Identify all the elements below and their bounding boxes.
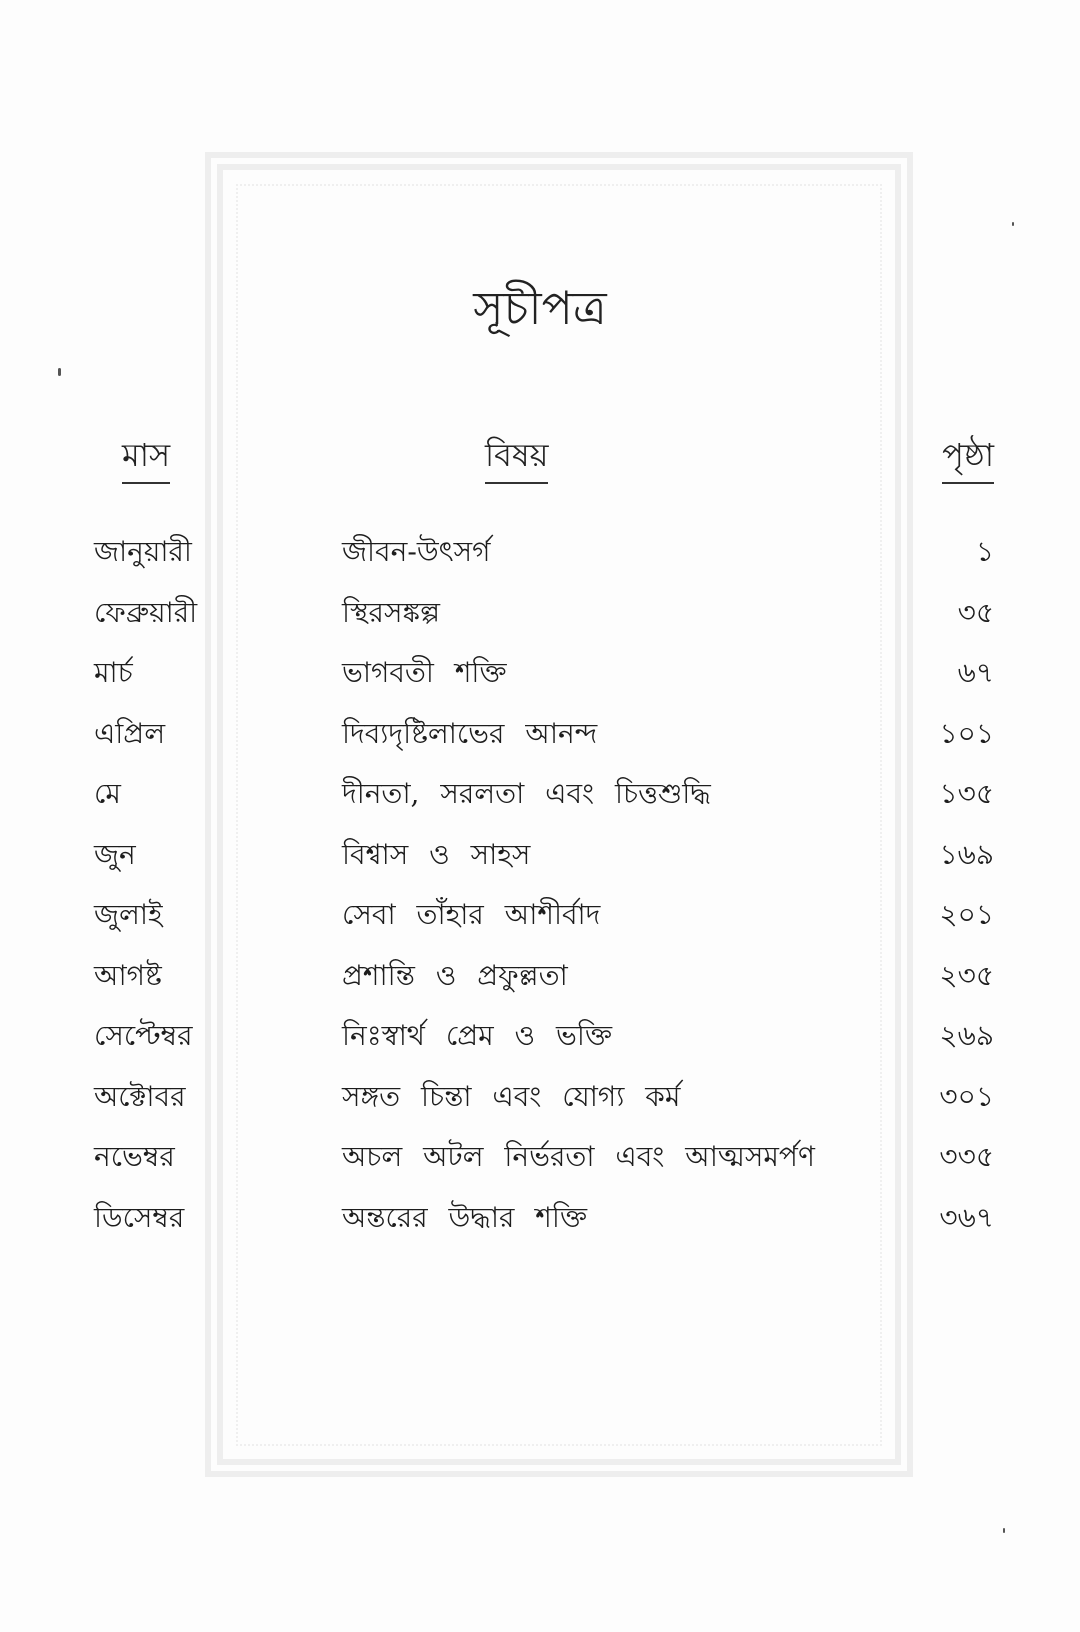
toc-month: অক্টোবর [94,1079,186,1113]
toc-row-february[interactable] [0,591,1080,652]
toc-page: ১ [975,535,994,568]
toc-row-april[interactable] [0,712,1080,773]
toc-page: ১৬৯ [939,837,994,871]
toc-page: ৩০১ [939,1079,994,1113]
toc-page: ৩৩৫ [939,1140,994,1173]
toc-month: মার্চ [94,656,133,689]
toc-topic: দীনতা, সরলতা এবং চিত্তশুদ্ধি [342,777,711,810]
toc-topic: স্থিরসঙ্কল্প [342,595,440,629]
paper-speck [58,368,61,376]
toc-page: ১৩৫ [939,777,994,810]
toc-row-july[interactable] [0,893,1080,954]
toc-page: ২০১ [939,898,994,931]
toc-row-january[interactable] [0,530,1080,591]
toc-month: ডিসেম্বর [94,1200,185,1234]
toc-month: নভেম্বর [94,1140,175,1173]
toc-row-march[interactable] [0,651,1080,712]
toc-month: এপ্রিল [94,716,166,750]
toc-month: জুন [94,837,136,871]
toc-row-december[interactable] [0,1196,1080,1257]
toc-month: জুলাই [94,898,163,931]
toc-row-june[interactable] [0,833,1080,894]
toc-row-may[interactable] [0,772,1080,833]
toc-topic: ভাগবতী শক্তি [342,656,507,689]
toc-month: সেপ্টেম্বর [94,1019,193,1052]
toc-topic: প্রশান্তি ও প্রফুল্লতা [342,958,568,992]
toc-topic: বিশ্বাস ও সাহস [342,837,531,871]
header-month: মাস [122,432,170,484]
toc-topic: সঙ্গত চিন্তা এবং যোগ্য কর্ম [342,1079,681,1113]
toc-month: মে [94,777,121,810]
toc-page: ৬৭ [957,656,994,689]
paper-speck [1012,222,1014,226]
toc-month: ফেব্রুয়ারী [94,595,198,629]
toc-row-november[interactable] [0,1135,1080,1196]
paper-speck [1003,1528,1005,1533]
toc-month: আগষ্ট [94,958,162,992]
table-of-contents [0,530,1080,1256]
toc-page: ৩৬৭ [939,1200,994,1234]
toc-page: ২৩৫ [939,958,994,992]
page-title: সূচীপত্র [473,281,607,335]
toc-page: ১০১ [939,716,994,750]
toc-page: ৩৫ [957,595,994,629]
toc-row-october[interactable] [0,1075,1080,1136]
header-topic: বিষয় [485,432,548,484]
toc-topic: দিব্যদৃষ্টিলাভের আনন্দ [342,716,598,750]
toc-row-september[interactable] [0,1014,1080,1075]
header-page: পৃষ্ঠা [942,432,994,484]
toc-topic: অচল অটল নির্ভরতা এবং আত্মসমর্পণ [342,1140,815,1173]
toc-topic: সেবা তাঁহার আশীর্বাদ [342,898,601,931]
toc-topic: অন্তরের উদ্ধার শক্তি [342,1200,588,1234]
toc-row-august[interactable] [0,954,1080,1015]
toc-page: ২৬৯ [939,1019,994,1052]
toc-topic: নিঃস্বার্থ প্রেম ও ভক্তি [342,1019,613,1052]
toc-month: জানুয়ারী [94,535,192,568]
toc-topic: জীবন-উৎসর্গ [342,535,491,568]
